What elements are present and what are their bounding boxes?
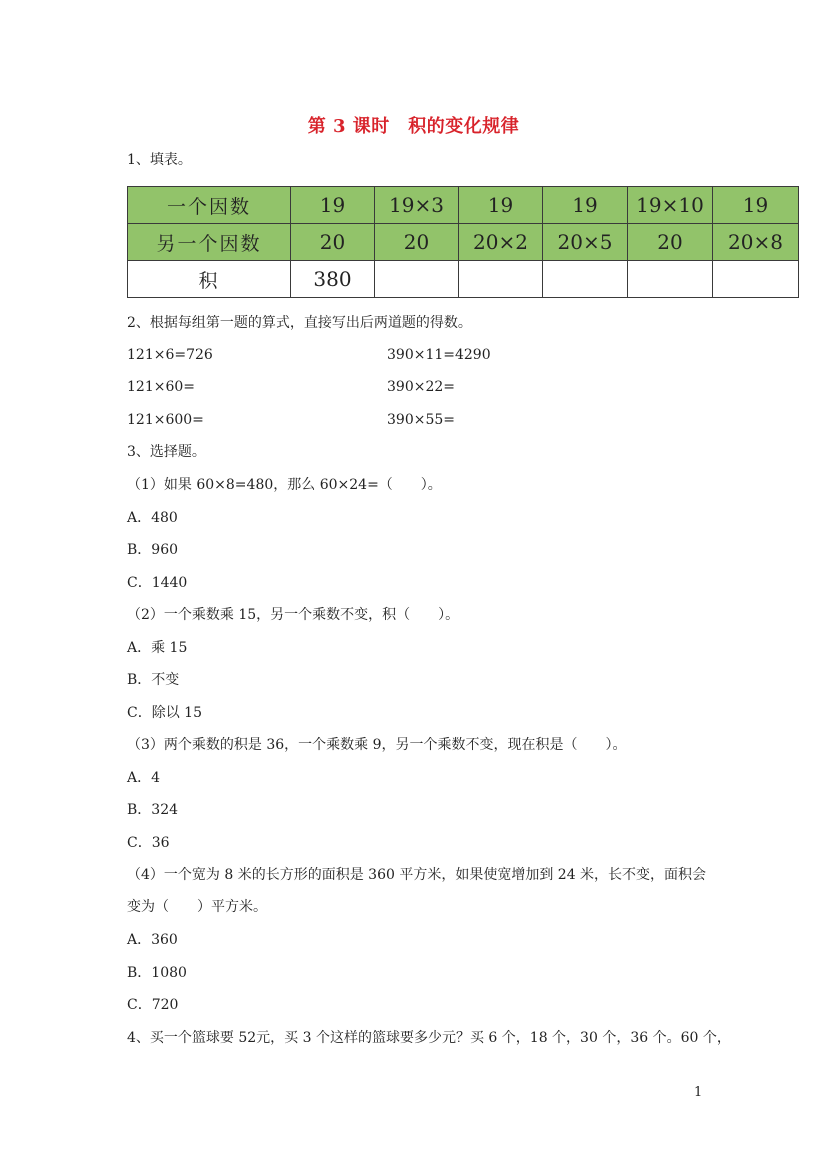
q3-option: C．720 bbox=[127, 997, 179, 1013]
q3-option: B．324 bbox=[127, 802, 179, 818]
table-row bbox=[128, 187, 799, 224]
answer-cell bbox=[713, 261, 799, 298]
answer-cell bbox=[628, 261, 713, 298]
table-row bbox=[128, 224, 799, 261]
q2-left-equation: 121×60= bbox=[127, 379, 195, 395]
table-cell: 20 bbox=[291, 224, 375, 261]
answer-cell bbox=[459, 261, 543, 298]
q3-option: A．4 bbox=[127, 770, 161, 786]
q3-question: （1）如果 60×8=480，那么 60×24=（ ）。 bbox=[127, 477, 442, 493]
q2-right-equation: 390×22= bbox=[387, 379, 455, 395]
q2-left-equation: 121×6=726 bbox=[127, 347, 213, 363]
q3-option: C．36 bbox=[127, 835, 170, 851]
table-cell: 20×2 bbox=[459, 224, 543, 261]
page-title: 第 3 课时 积的变化规律 bbox=[307, 116, 520, 137]
q3-question-continuation: 变为（ ）平方米。 bbox=[127, 899, 267, 915]
table-cell: 20×5 bbox=[543, 224, 628, 261]
table-cell: 19×10 bbox=[628, 187, 713, 224]
q3-label: 3、选择题。 bbox=[127, 444, 206, 460]
table-cell: 19×3 bbox=[375, 187, 459, 224]
table-cell: 19 bbox=[291, 187, 375, 224]
q3-option: A．360 bbox=[127, 932, 178, 948]
table-cell: 20 bbox=[628, 224, 713, 261]
q2-left-equation: 121×600= bbox=[127, 412, 204, 428]
table-cell: 20×8 bbox=[713, 224, 799, 261]
q3-question: （3）两个乘数的积是 36，一个乘数乘 9，另一个乘数不变，现在积是（ ）。 bbox=[127, 737, 627, 753]
q3-question: （2）一个乘数乘 15，另一个乘数不变，积（ ）。 bbox=[127, 607, 460, 623]
q3-option: A．乘 15 bbox=[127, 640, 188, 656]
table-cell: 20 bbox=[375, 224, 459, 261]
q3-question: （4）一个宽为 8 米的长方形的面积是 360 平方米，如果使宽增加到 24 米，长不变，面积会 bbox=[127, 867, 707, 883]
q1-label: 1、填表。 bbox=[127, 152, 192, 168]
answer-cell bbox=[543, 261, 628, 298]
q3-option: C．1440 bbox=[127, 575, 188, 591]
table-row bbox=[128, 261, 799, 298]
q3-option: B．960 bbox=[127, 542, 179, 558]
row-header: 一个因数 bbox=[128, 187, 291, 224]
table-cell: 19 bbox=[713, 187, 799, 224]
q3-option: C．除以 15 bbox=[127, 705, 202, 721]
q2-right-equation: 390×11=4290 bbox=[387, 347, 491, 363]
row-header: 另一个因数 bbox=[128, 224, 291, 261]
q2-right-equation: 390×55= bbox=[387, 412, 455, 428]
q3-option: B．不变 bbox=[127, 672, 180, 688]
row-header: 积 bbox=[128, 261, 291, 298]
q3-option: A．480 bbox=[127, 510, 178, 526]
table-cell: 380 bbox=[291, 261, 375, 298]
q4-text: 4、买一个篮球要 52元，买 3 个这样的篮球要多少元？买 6 个，18 个，30 个，36 个。60 个， bbox=[127, 1030, 731, 1046]
q2-label: 2、根据每组第一题的算式，直接写出后两道题的得数。 bbox=[127, 315, 472, 331]
table-cell: 19 bbox=[543, 187, 628, 224]
factor-table bbox=[127, 186, 799, 298]
page-number: 1 bbox=[694, 1085, 703, 1100]
table-cell: 19 bbox=[459, 187, 543, 224]
q3-option: B．1080 bbox=[127, 965, 187, 981]
answer-cell bbox=[375, 261, 459, 298]
